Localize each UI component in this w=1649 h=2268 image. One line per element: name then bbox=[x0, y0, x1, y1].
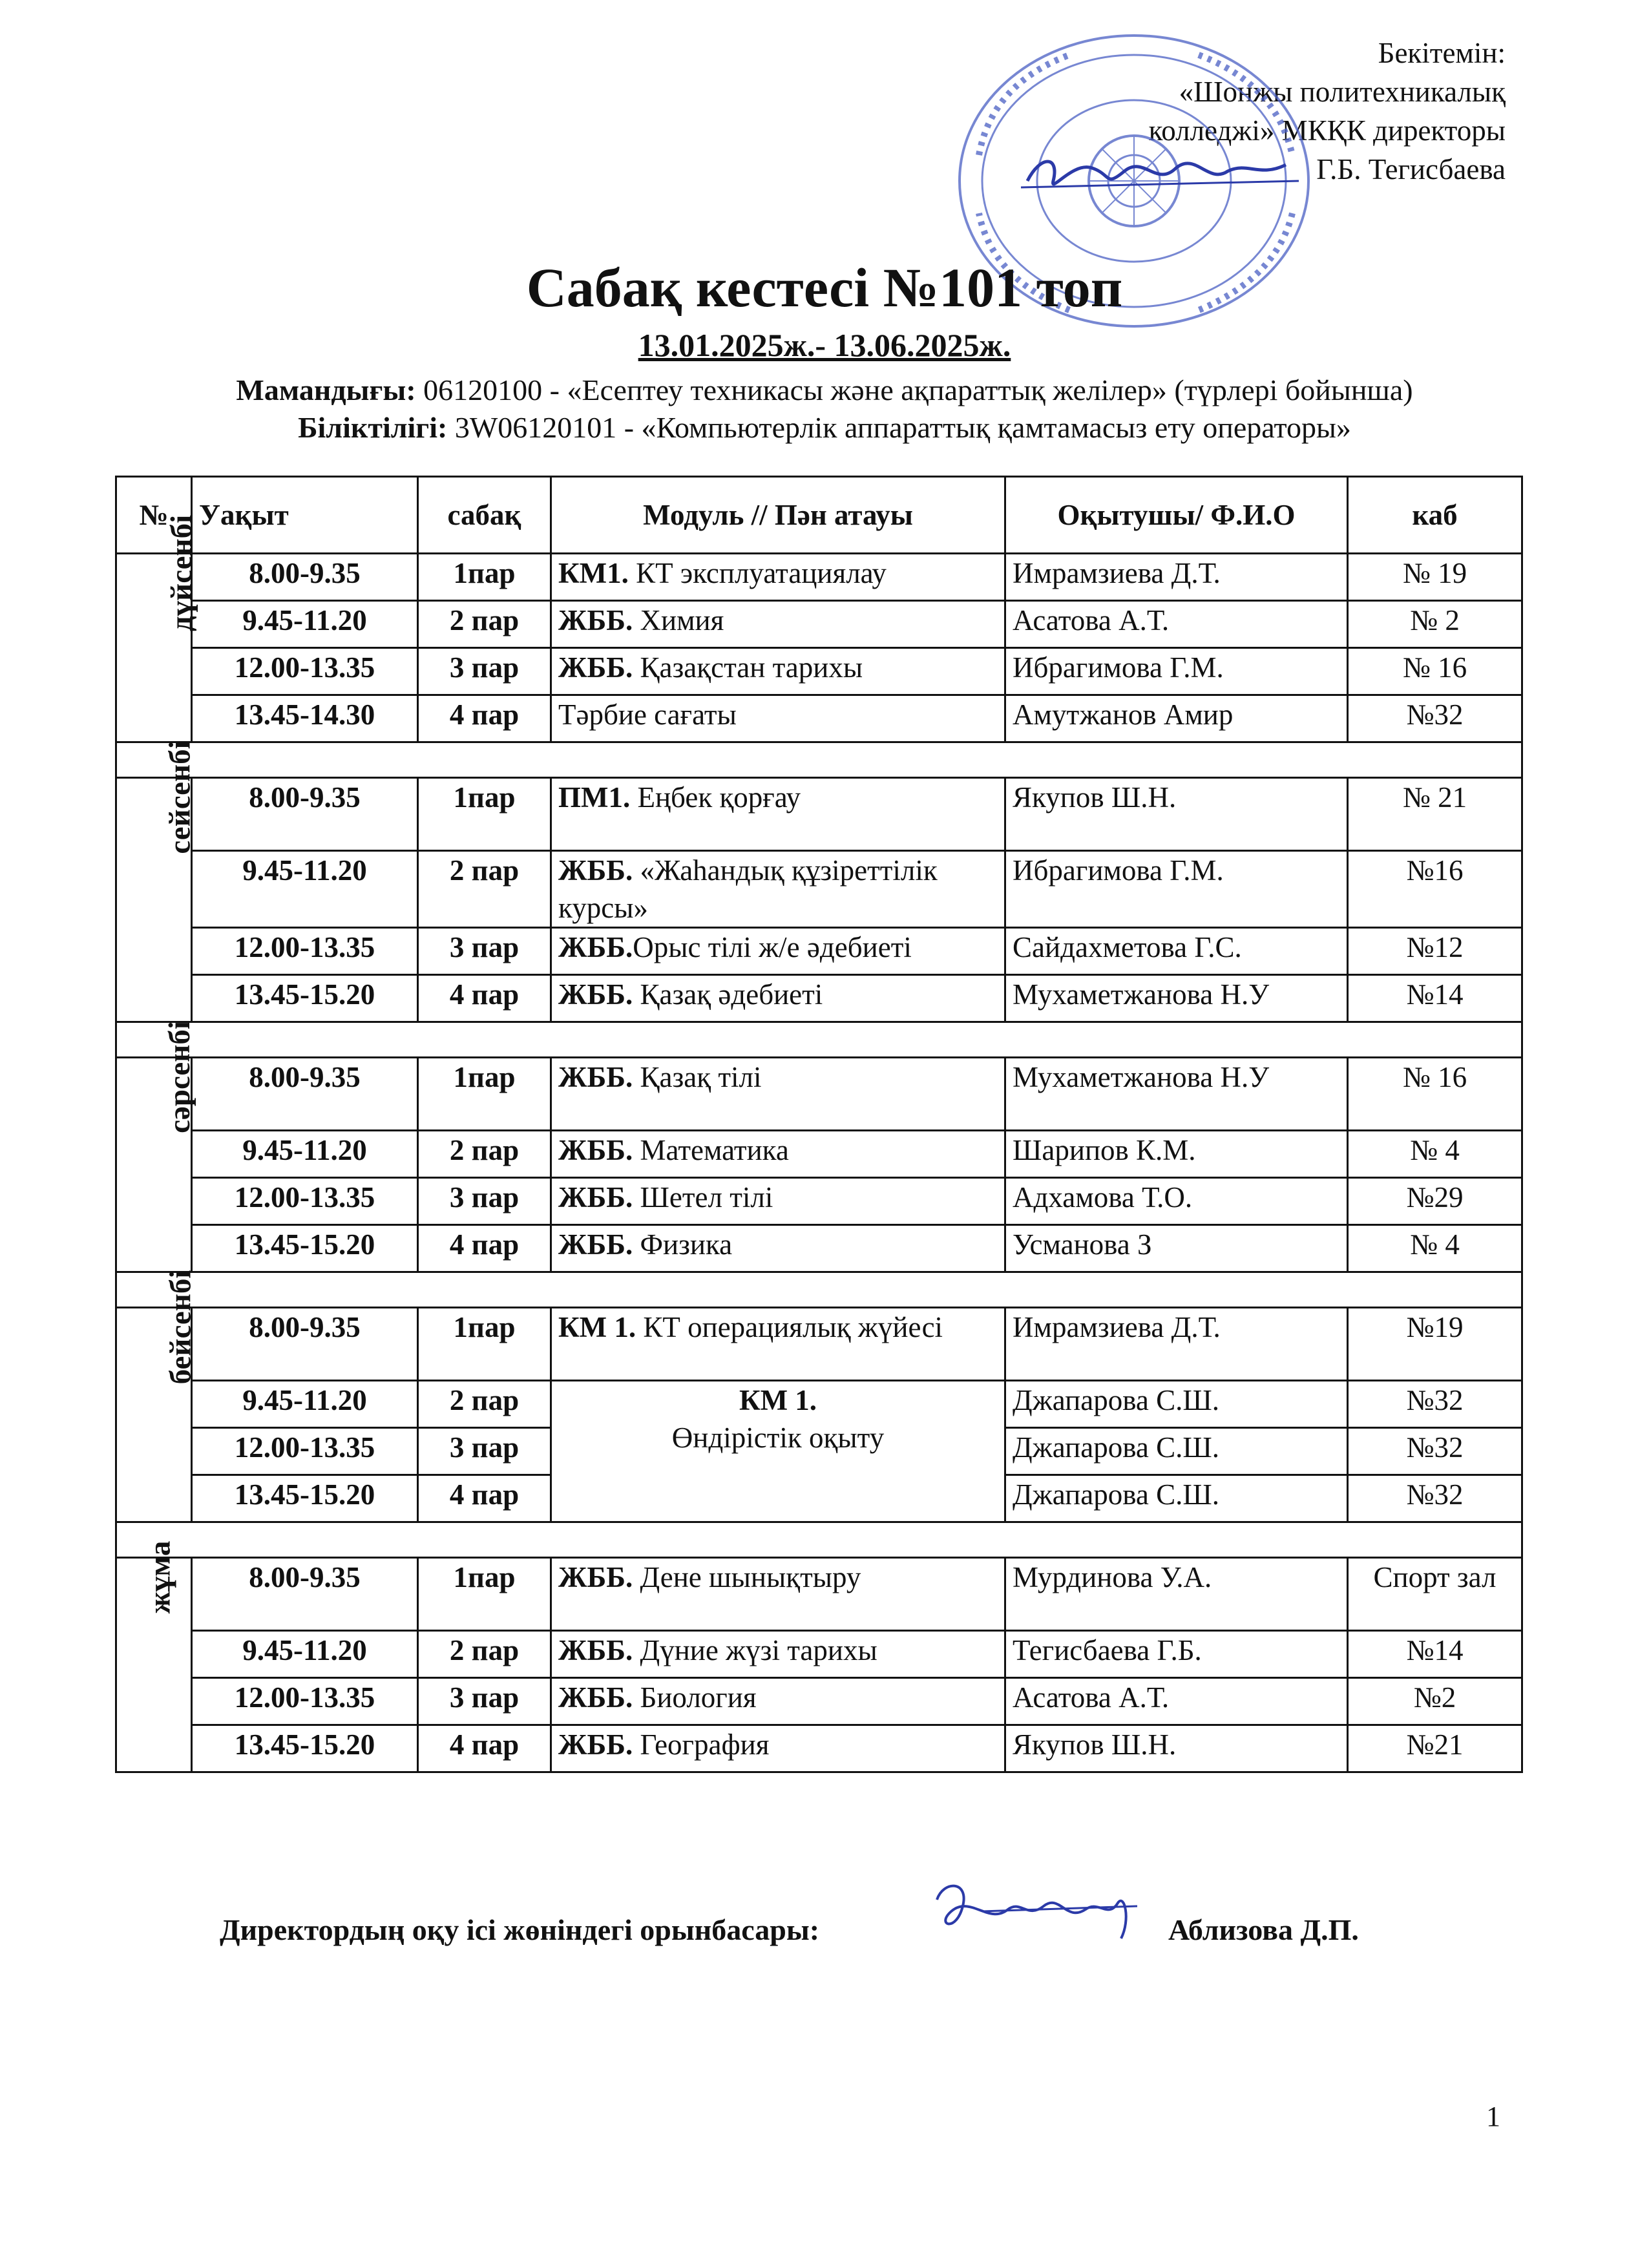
specialty-line bbox=[0, 372, 1649, 409]
date-range: 13.01.2025ж.- 13.06.2025ж. bbox=[638, 327, 1011, 363]
header-room: каб bbox=[1348, 477, 1522, 554]
para-cell: 2 пар bbox=[418, 851, 551, 928]
subject-name: Шетел тілі bbox=[633, 1181, 773, 1213]
subject-cell bbox=[551, 1558, 1005, 1631]
para-cell: 2 пар bbox=[418, 601, 551, 648]
subject-name: Тәрбие сағаты bbox=[558, 698, 737, 731]
page-number: 1 bbox=[1486, 2101, 1500, 2132]
teacher-cell: Имрамзиева Д.Т. bbox=[1005, 554, 1348, 601]
deputy-role: Директордың оқу ісі жөніндегі орынбасары: bbox=[220, 1913, 820, 1946]
subject-cell bbox=[551, 928, 1005, 975]
teacher-cell: Шарипов К.М. bbox=[1005, 1131, 1348, 1178]
day-separator bbox=[116, 1522, 1522, 1558]
module-code: ЖББ. bbox=[558, 604, 633, 636]
time-cell: 12.00-13.35 bbox=[192, 1428, 418, 1475]
time-cell: 13.45-15.20 bbox=[192, 1225, 418, 1272]
time-cell: 9.45-11.20 bbox=[192, 1131, 418, 1178]
subject-cell bbox=[551, 1058, 1005, 1131]
room-cell: № 21 bbox=[1348, 778, 1522, 851]
teacher-cell: Тегисбаева Г.Б. bbox=[1005, 1631, 1348, 1678]
time-cell: 13.45-15.20 bbox=[192, 1475, 418, 1522]
table-row bbox=[116, 648, 1522, 695]
room-cell: № 4 bbox=[1348, 1225, 1522, 1272]
module-code: КМ 1. bbox=[558, 1311, 636, 1343]
time-cell: 12.00-13.35 bbox=[192, 648, 418, 695]
room-cell: №32 bbox=[1348, 1475, 1522, 1522]
page-title: Сабақ кестесі №101 топ bbox=[526, 257, 1123, 319]
table-row bbox=[116, 851, 1522, 928]
time-cell: 13.45-15.20 bbox=[192, 1725, 418, 1772]
teacher-cell: Якупов Ш.Н. bbox=[1005, 1725, 1348, 1772]
para-cell: 4 пар bbox=[418, 975, 551, 1022]
subject-name: Қазақ әдебиеті bbox=[633, 978, 823, 1011]
day-separator bbox=[116, 1272, 1522, 1308]
teacher-cell: Мухаметжанова Н.У bbox=[1005, 975, 1348, 1022]
para-cell: 3 пар bbox=[418, 648, 551, 695]
para-cell: 2 пар bbox=[418, 1381, 551, 1428]
subject-cell bbox=[551, 1725, 1005, 1772]
day-cell bbox=[116, 740, 197, 1022]
subject-name: Өндірістік оқыту bbox=[671, 1422, 885, 1454]
subject-cell bbox=[551, 1308, 1005, 1381]
subject-cell bbox=[551, 1631, 1005, 1678]
qualification-label: Біліктілігі: bbox=[298, 411, 448, 444]
time-cell: 8.00-9.35 bbox=[192, 554, 418, 601]
teacher-cell: Ибрагимова Г.М. bbox=[1005, 851, 1348, 928]
teacher-cell: Имрамзиева Д.Т. bbox=[1005, 1308, 1348, 1381]
module-code: ЖББ. bbox=[558, 1728, 633, 1761]
room-cell: № 4 bbox=[1348, 1131, 1522, 1178]
module-code: ЖББ. bbox=[558, 1634, 633, 1666]
module-code: ЖББ. bbox=[558, 1181, 633, 1213]
room-cell: № 19 bbox=[1348, 554, 1522, 601]
day-separator bbox=[116, 1022, 1522, 1058]
header-num: № bbox=[116, 477, 192, 554]
teacher-cell: Адхамова Т.О. bbox=[1005, 1178, 1348, 1225]
day-cell bbox=[116, 1021, 196, 1272]
room-cell: №2 bbox=[1348, 1678, 1522, 1725]
teacher-cell: Якупов Ш.Н. bbox=[1005, 778, 1348, 851]
table-row bbox=[116, 695, 1522, 742]
header-time: Уақыт bbox=[192, 477, 418, 554]
subject-cell bbox=[551, 554, 1005, 601]
subject-name: Физика bbox=[633, 1228, 733, 1261]
table-row bbox=[116, 1678, 1522, 1725]
module-code: ЖББ. bbox=[558, 1061, 633, 1093]
time-cell: 12.00-13.35 bbox=[192, 1678, 418, 1725]
para-cell: 3 пар bbox=[418, 1178, 551, 1225]
day-label: жұма bbox=[143, 1540, 177, 1614]
subject-name: Қазақстан тарихы bbox=[633, 651, 863, 684]
para-cell: 3 пар bbox=[418, 1428, 551, 1475]
room-cell: №14 bbox=[1348, 975, 1522, 1022]
time-cell: 8.00-9.35 bbox=[192, 1058, 418, 1131]
approval-line-1: Бекітемін: bbox=[1378, 37, 1506, 69]
para-cell: 1пар bbox=[418, 554, 551, 601]
subject-name: Еңбек қорғау bbox=[630, 781, 801, 814]
module-code: КМ 1. bbox=[739, 1384, 817, 1416]
para-cell: 3 пар bbox=[418, 1678, 551, 1725]
table-row bbox=[116, 1058, 1522, 1131]
module-code: КМ1. bbox=[558, 557, 629, 589]
teacher-cell: Асатова А.Т. bbox=[1005, 601, 1348, 648]
schedule-table bbox=[115, 476, 1523, 1773]
table-row bbox=[116, 1178, 1522, 1225]
teacher-cell: Джапарова С.Ш. bbox=[1005, 1475, 1348, 1522]
module-code: ЖББ. bbox=[558, 651, 633, 684]
module-code: ЖББ. bbox=[558, 1134, 633, 1166]
specialty-value: 06120100 - «Есептеу техникасы және ақпараттық желілер» (түрлері бойынша) bbox=[423, 373, 1413, 406]
room-cell: №32 bbox=[1348, 1428, 1522, 1475]
day-label: сейсенбі bbox=[163, 740, 197, 854]
para-cell: 2 пар bbox=[418, 1631, 551, 1678]
merged-subject-cell bbox=[551, 1381, 1005, 1522]
qualification-value: 3W06120101 - «Компьютерлік аппараттық қамтамасыз ету операторы» bbox=[454, 411, 1351, 444]
para-cell: 4 пар bbox=[418, 1475, 551, 1522]
time-cell: 8.00-9.35 bbox=[192, 1558, 418, 1631]
header-teacher: Оқытушы/ Ф.И.О bbox=[1005, 477, 1348, 554]
time-cell: 13.45-14.30 bbox=[192, 695, 418, 742]
teacher-cell: Сайдахметова Г.С. bbox=[1005, 928, 1348, 975]
qualification-line bbox=[0, 409, 1649, 446]
specialty-label: Мамандығы: bbox=[236, 373, 416, 406]
deputy-signature bbox=[924, 1874, 1144, 1958]
subject-cell bbox=[551, 851, 1005, 928]
subject-name: Биология bbox=[633, 1681, 757, 1714]
table-row bbox=[116, 778, 1522, 851]
day-label: дүйсенбі bbox=[165, 514, 199, 632]
module-code: ЖББ. bbox=[558, 854, 633, 887]
subject-cell bbox=[551, 601, 1005, 648]
approval-line-2: «Шонжы политехникалық bbox=[1179, 76, 1506, 108]
time-cell: 9.45-11.20 bbox=[192, 851, 418, 928]
table-header-row bbox=[116, 477, 1522, 554]
subject-name: КТ операциялық жүйесі bbox=[636, 1311, 943, 1343]
header-para: сабақ bbox=[418, 477, 551, 554]
subject-cell bbox=[551, 975, 1005, 1022]
room-cell: №14 bbox=[1348, 1631, 1522, 1678]
subject-name: Дүние жүзі тарихы bbox=[633, 1634, 877, 1666]
time-cell: 9.45-11.20 bbox=[192, 1631, 418, 1678]
subject-name: Математика bbox=[633, 1134, 789, 1166]
subject-cell bbox=[551, 695, 1005, 742]
table-row bbox=[116, 1131, 1522, 1178]
subject-cell bbox=[551, 778, 1005, 851]
para-cell: 4 пар bbox=[418, 1725, 551, 1772]
table-row bbox=[116, 601, 1522, 648]
day-label: бейсенбі bbox=[163, 1270, 198, 1385]
room-cell: № 16 bbox=[1348, 1058, 1522, 1131]
para-cell: 1пар bbox=[418, 778, 551, 851]
room-cell: №32 bbox=[1348, 695, 1522, 742]
table-row bbox=[116, 1725, 1522, 1772]
teacher-cell: Джапарова С.Ш. bbox=[1005, 1428, 1348, 1475]
room-cell: №19 bbox=[1348, 1308, 1522, 1381]
time-cell: 12.00-13.35 bbox=[192, 928, 418, 975]
para-cell: 1пар bbox=[418, 1308, 551, 1381]
teacher-cell: Ибрагимова Г.М. bbox=[1005, 648, 1348, 695]
time-cell: 9.45-11.20 bbox=[192, 1381, 418, 1428]
para-cell: 3 пар bbox=[418, 928, 551, 975]
specialty-block bbox=[0, 372, 1649, 446]
para-cell: 1пар bbox=[418, 1058, 551, 1131]
subject-name: Дене шынықтыру bbox=[633, 1561, 861, 1593]
room-cell: №16 bbox=[1348, 851, 1522, 928]
table-row bbox=[116, 1381, 1522, 1428]
time-cell: 8.00-9.35 bbox=[192, 778, 418, 851]
room-cell: № 2 bbox=[1348, 601, 1522, 648]
subject-cell bbox=[551, 1678, 1005, 1725]
module-code: ЖББ. bbox=[558, 931, 633, 963]
teacher-cell: Мурдинова У.А. bbox=[1005, 1558, 1348, 1631]
approval-line-3: колледжі» МКҚК директоры bbox=[1148, 114, 1506, 147]
subject-cell bbox=[551, 1225, 1005, 1272]
teacher-cell: Мухаметжанова Н.У bbox=[1005, 1058, 1348, 1131]
para-cell: 2 пар bbox=[418, 1131, 551, 1178]
table-row bbox=[116, 928, 1522, 975]
day-cell bbox=[116, 1540, 192, 1772]
room-cell: №21 bbox=[1348, 1725, 1522, 1772]
para-cell: 4 пар bbox=[418, 695, 551, 742]
deputy-name: Аблизова Д.П. bbox=[1168, 1913, 1359, 1946]
module-code: ЖББ. bbox=[558, 1228, 633, 1261]
subject-name: География bbox=[633, 1728, 770, 1761]
module-code: ЖББ. bbox=[558, 1561, 633, 1593]
subject-cell bbox=[551, 648, 1005, 695]
room-cell: Спорт зал bbox=[1348, 1558, 1522, 1631]
room-cell: № 16 bbox=[1348, 648, 1522, 695]
subject-name: «Жаһандық құзіреттілік курсы» bbox=[558, 854, 938, 924]
day-label: сәрсенбі bbox=[162, 1021, 196, 1133]
table-row bbox=[116, 1225, 1522, 1272]
table-row bbox=[116, 975, 1522, 1022]
table-row bbox=[116, 1308, 1522, 1381]
para-cell: 4 пар bbox=[418, 1225, 551, 1272]
subject-cell bbox=[551, 1178, 1005, 1225]
table-row bbox=[116, 1558, 1522, 1631]
time-cell: 9.45-11.20 bbox=[192, 601, 418, 648]
module-code: ЖББ. bbox=[558, 1681, 633, 1714]
teacher-cell: Джапарова С.Ш. bbox=[1005, 1381, 1348, 1428]
time-cell: 12.00-13.35 bbox=[192, 1178, 418, 1225]
teacher-cell: Асатова А.Т. bbox=[1005, 1678, 1348, 1725]
teacher-cell: Усманова З bbox=[1005, 1225, 1348, 1272]
para-cell: 1пар bbox=[418, 1558, 551, 1631]
table-row bbox=[116, 554, 1522, 601]
subject-cell bbox=[551, 1131, 1005, 1178]
header-module: Модуль // Пән атауы bbox=[551, 477, 1005, 554]
director-signature bbox=[1014, 142, 1312, 200]
module-code: ЖББ. bbox=[558, 978, 633, 1011]
subject-name: Қазақ тілі bbox=[633, 1061, 762, 1093]
module-code: ПМ1. bbox=[558, 781, 631, 814]
day-cell bbox=[116, 1270, 198, 1522]
time-cell: 13.45-15.20 bbox=[192, 975, 418, 1022]
subject-name: КТ эксплуатациялау bbox=[628, 557, 887, 589]
room-cell: №12 bbox=[1348, 928, 1522, 975]
time-cell: 8.00-9.35 bbox=[192, 1308, 418, 1381]
subject-name: Орыс тілі ж/е әдебиеті bbox=[633, 931, 912, 963]
room-cell: №32 bbox=[1348, 1381, 1522, 1428]
teacher-cell: Амутжанов Амир bbox=[1005, 695, 1348, 742]
table-row bbox=[116, 1631, 1522, 1678]
day-separator bbox=[116, 742, 1522, 778]
approval-line-4: Г.Б. Тегисбаева bbox=[1316, 153, 1506, 185]
room-cell: №29 bbox=[1348, 1178, 1522, 1225]
subject-name: Химия bbox=[633, 604, 724, 636]
